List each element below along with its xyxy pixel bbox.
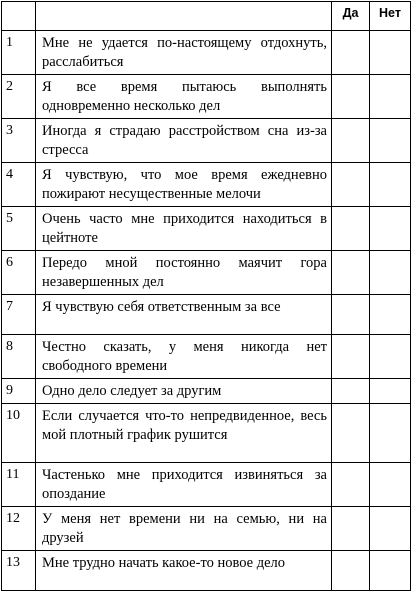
yes-cell[interactable] — [332, 163, 370, 207]
no-cell[interactable] — [370, 379, 411, 404]
header-no: Нет — [370, 2, 411, 31]
yes-cell[interactable] — [332, 295, 370, 335]
no-cell[interactable] — [370, 551, 411, 591]
no-cell[interactable] — [370, 251, 411, 295]
row-number: 11 — [2, 463, 36, 507]
table-row — [2, 507, 411, 551]
row-statement: Очень часто мне приходится находиться в цейтноте — [36, 207, 332, 251]
table-row — [2, 335, 411, 379]
table-row — [2, 207, 411, 251]
yes-cell[interactable] — [332, 75, 370, 119]
row-statement: Честно сказать, у меня никогда нет свободного времени — [36, 335, 332, 379]
row-number: 9 — [2, 379, 36, 404]
row-statement: Передо мной постоянно маячит гора незавершенных дел — [36, 251, 332, 295]
table-row — [2, 379, 411, 404]
yes-cell[interactable] — [332, 551, 370, 591]
no-cell[interactable] — [370, 75, 411, 119]
no-cell[interactable] — [370, 31, 411, 75]
table-row — [2, 463, 411, 507]
table-row — [2, 295, 411, 335]
no-cell[interactable] — [370, 463, 411, 507]
yes-cell[interactable] — [332, 207, 370, 251]
no-cell[interactable] — [370, 335, 411, 379]
yes-cell[interactable] — [332, 507, 370, 551]
no-cell[interactable] — [370, 295, 411, 335]
row-statement: Иногда я страдаю расстройством сна из-за стресса — [36, 119, 332, 163]
row-statement: Я чувствую себя ответственным за все — [36, 295, 332, 335]
yes-cell[interactable] — [332, 404, 370, 463]
table-row — [2, 119, 411, 163]
row-statement: Я чувствую, что мое время ежедневно пожирают несущественные мелочи — [36, 163, 332, 207]
header-statement — [36, 2, 332, 31]
row-number: 6 — [2, 251, 36, 295]
table-row — [2, 75, 411, 119]
yes-cell[interactable] — [332, 379, 370, 404]
row-statement: Мне не удается по-настоящему отдохнуть, расслабиться — [36, 31, 332, 75]
row-statement: Одно дело следует за другим — [36, 379, 332, 404]
table-row — [2, 163, 411, 207]
row-statement: Частенько мне приходится извиняться за опоздание — [36, 463, 332, 507]
yes-cell[interactable] — [332, 335, 370, 379]
row-number: 2 — [2, 75, 36, 119]
no-cell[interactable] — [370, 507, 411, 551]
no-cell[interactable] — [370, 207, 411, 251]
yes-cell[interactable] — [332, 31, 370, 75]
row-number: 12 — [2, 507, 36, 551]
yes-cell[interactable] — [332, 463, 370, 507]
questionnaire-table — [1, 1, 411, 591]
table-row — [2, 251, 411, 295]
yes-cell[interactable] — [332, 119, 370, 163]
row-statement: У меня нет времени ни на семью, ни на друзей — [36, 507, 332, 551]
no-cell[interactable] — [370, 163, 411, 207]
row-number: 4 — [2, 163, 36, 207]
row-number: 8 — [2, 335, 36, 379]
table-row — [2, 31, 411, 75]
yes-cell[interactable] — [332, 251, 370, 295]
row-statement: Я все время пытаюсь выполнять одновременно несколько дел — [36, 75, 332, 119]
header-row — [2, 2, 411, 31]
no-cell[interactable] — [370, 119, 411, 163]
table-row — [2, 551, 411, 591]
no-cell[interactable] — [370, 404, 411, 463]
row-number: 7 — [2, 295, 36, 335]
header-num — [2, 2, 36, 31]
header-yes: Да — [332, 2, 370, 31]
row-statement: Мне трудно начать какое-то новое дело — [36, 551, 332, 591]
row-number: 10 — [2, 404, 36, 463]
table-row — [2, 404, 411, 463]
row-number: 13 — [2, 551, 36, 591]
row-number: 1 — [2, 31, 36, 75]
row-number: 3 — [2, 119, 36, 163]
row-number: 5 — [2, 207, 36, 251]
row-statement: Если случается что-то непредвиденное, весь мой плотный график рушится — [36, 404, 332, 463]
